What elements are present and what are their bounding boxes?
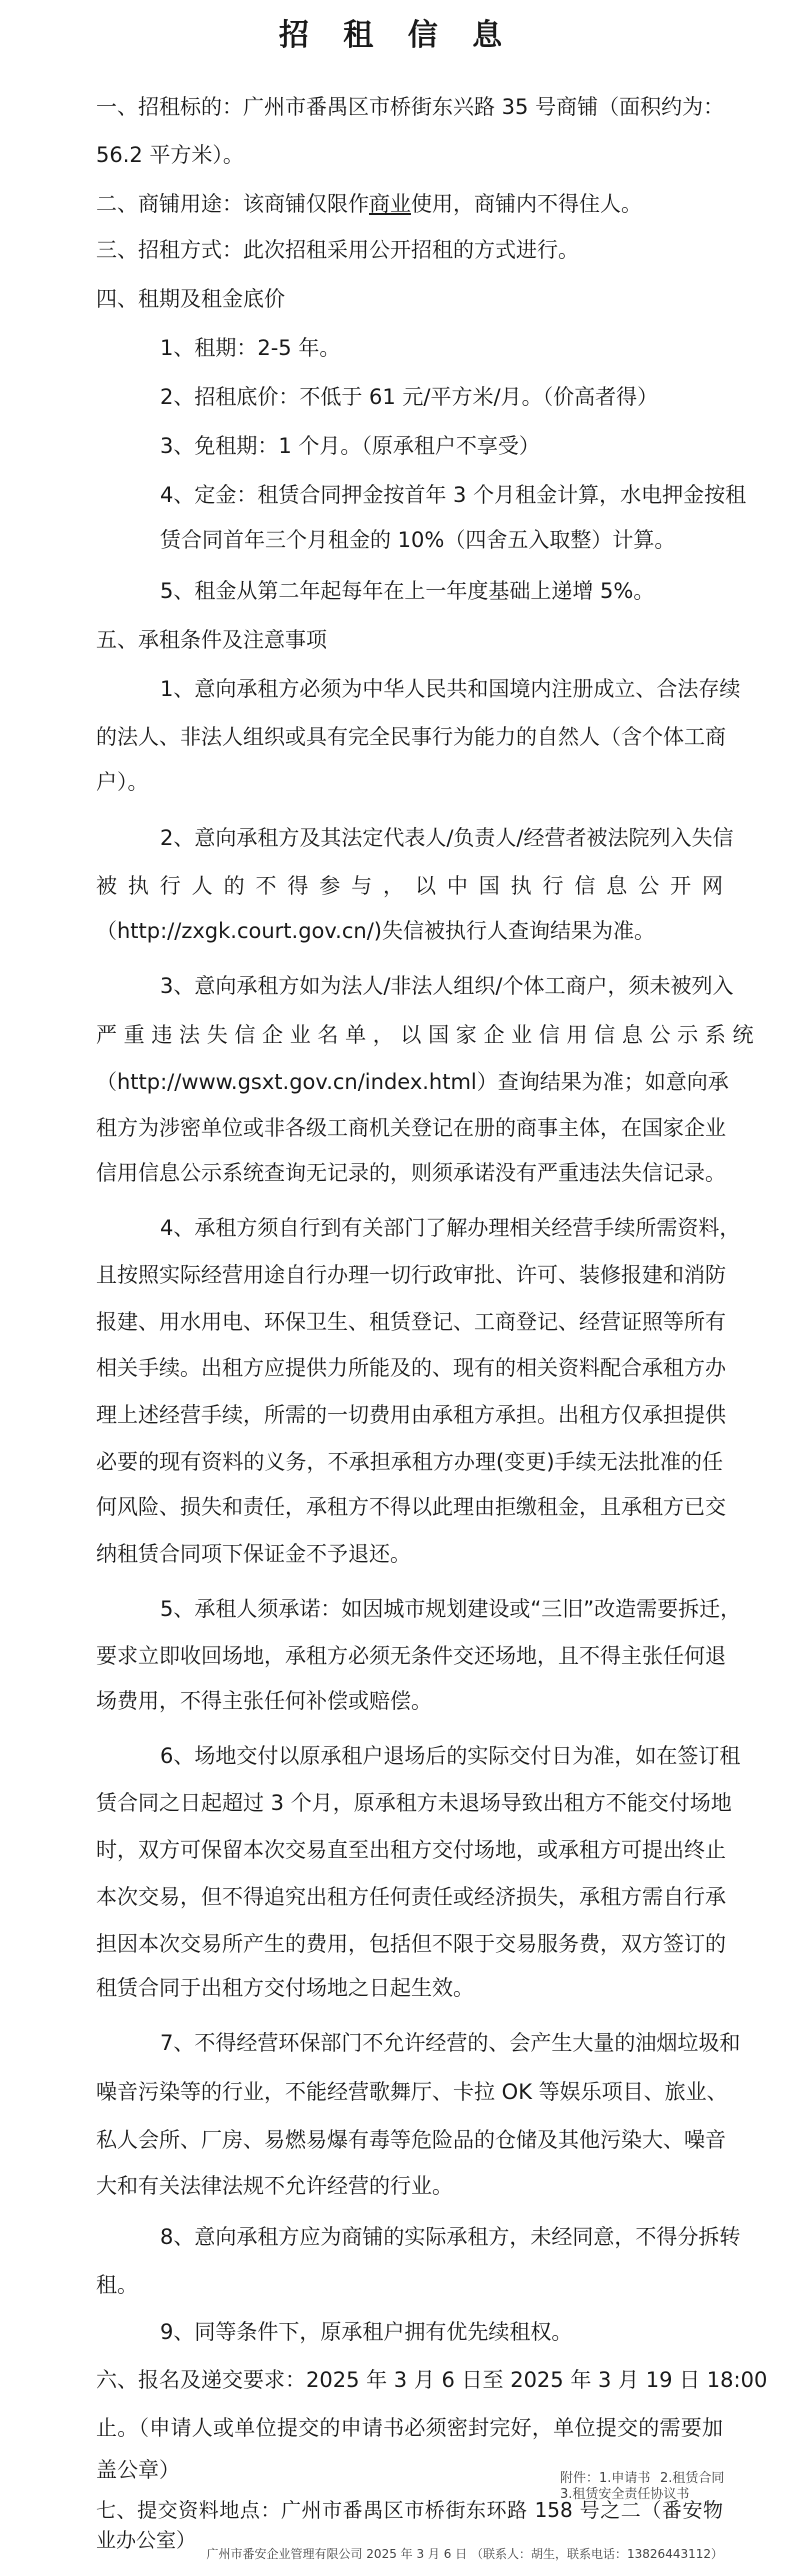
section5-p3-line: 租方为涉密单位或非各级工商机关登记在册的商事主体，在国家企业 [96,1116,726,1140]
section5-p6-line: 本次交易，但不得追究出租方任何责任或经济损失，承租方需自行承 [96,1885,726,1909]
section1-line2: 56.2 平方米）。 [96,143,244,167]
section5-p4-line: 4、承租方须自行到有关部门了解办理相关经营手续所需资料， [160,1216,741,1240]
section5-p2-line: 被 执 行 人 的 不 得 参 与 ， 以 中 国 执 行 信 息 公 开 网 [96,874,723,898]
section4-item5: 5、租金从第二年起每年在上一年度基础上递增 5%。 [160,579,655,603]
section5-p3-line: （http://www.gsxt.gov.cn/index.html）查询结果为准；如意向承 [96,1070,729,1094]
section4-item3: 3、免租期：1 个月。（原承租户不享受） [160,434,540,458]
section2-line [96,194,642,215]
section5-p3-line: 信用信息公示系统查询无记录的，则须承诺没有严重违法失信记录。 [96,1161,726,1185]
section5-p6-line: 6、场地交付以原承租户退场后的实际交付日为准，如在签订租 [160,1744,741,1768]
section5-p3-line: 3、意向承租方如为法人/非法人组织/个体工商户，须未被列入 [160,974,734,998]
section6-line: 盖公章） [96,2458,180,2482]
section5-p5-line: 5、承租人须承诺：如因城市规划建设或“三旧”改造需要拆迁， [160,1597,742,1621]
section5-p4-line: 必要的现有资料的义务，不承担承租方办理(变更)手续无法批准的任 [96,1450,723,1474]
section2-underlined: 商业 [369,192,411,216]
section5-p2-line: （http://zxgk.court.gov.cn/)失信被执行人查询结果为准。 [96,919,655,943]
section5-p1-line: 户）。 [96,770,149,794]
attachments-item2: 2.租赁合同 [660,2471,725,2486]
section7-line: 七、提交资料地点：广州市番禺区市桥街东环路 158 号之二（番安物 [96,2498,723,2522]
section5-p6-line: 租赁合同于出租方交付场地之日起生效。 [96,1976,474,2000]
section5-p4-line: 相关手续。出租方应提供力所能及的、现有的相关资料配合承租方办 [96,1356,726,1380]
section5-p4-line: 纳租赁合同项下保证金不予退还。 [96,1542,411,1566]
section4-item4-line1: 4、定金：租赁合同押金按首年 3 个月租金计算，水电押金按租 [160,483,747,507]
section5-p4-line: 何风险、损失和责任，承租方不得以此理由拒缴租金，且承租方已交 [96,1495,726,1519]
section4-item1: 1、租期：2-5 年。 [160,336,341,360]
section5-heading: 五、承租条件及注意事项 [96,628,327,652]
section3-line: 三、招租方式：此次招租采用公开招租的方式进行。 [96,238,579,262]
section5-p4-line: 报建、用水用电、环保卫生、租赁登记、工商登记、经营证照等所有 [96,1310,726,1334]
section5-p2-line: 2、意向承租方及其法定代表人/负责人/经营者被法院列入失信 [160,826,734,850]
section5-p1-line: 的法人、非法人组织或具有完全民事行为能力的自然人（含个体工商 [96,725,726,749]
section5-p9: 9、同等条件下，原承租户拥有优先续租权。 [160,2320,573,2344]
section5-p8-line: 租。 [96,2273,138,2297]
section5-p4-line: 且按照实际经营用途自行办理一切行政审批、许可、装修报建和消防 [96,1263,726,1287]
attachments-item3: 3.租赁安全责任协议书 [560,2487,690,2502]
section5-p7-line: 7、不得经营环保部门不允许经营的、会产生大量的油烟垃圾和 [160,2031,741,2055]
section5-p7-line: 私人会所、厂房、易燃易爆有毒等危险品的仓储及其他污染大、噪音 [96,2128,726,2152]
signature-block [206,2548,723,2560]
section4-heading: 四、租期及租金底价 [96,287,285,311]
section5-p6-line: 时，双方可保留本次交易直至出租方交付场地，或承租方可提出终止 [96,1838,726,1862]
section6-line: 止。（申请人或单位提交的申请书必须密封完好，单位提交的需要加 [96,2416,723,2440]
signature-company: 广州市番安企业管理有限公司 [206,2547,363,2561]
section6-line: 六、报名及递交要求：2025 年 3 月 6 日至 2025 年 3 月 19 日 18:00 [96,2368,768,2392]
section5-p1-line: 1、意向承租方必须为中华人民共和国境内注册成立、合法存续 [160,677,741,701]
section5-p3-line: 严 重 违 法 失 信 企 业 名 单 ， 以 国 家 企 业 信 用 信 息 公 示 系 统 [96,1023,754,1047]
section5-p4-line: 理上述经营手续，所需的一切费用由承租方承担。出租方仅承担提供 [96,1403,726,1427]
section5-p6-line: 担因本次交易所产生的费用，包括但不限于交易服务费，双方签订的 [96,1932,726,1956]
section5-p7-line: 噪音污染等的行业，不能经营歌舞厅、卡拉 OK 等娱乐项目、旅业、 [96,2080,728,2104]
signature-contact: （联系人：胡生，联系电话：13826443112） [471,2547,723,2561]
section5-p7-line: 大和有关法律法规不允许经营的行业。 [96,2174,453,2198]
section5-p5-line: 场费用，不得主张任何补偿或赔偿。 [96,1689,432,1713]
section5-p8-line: 8、意向承租方应为商铺的实际承租方，未经同意，不得分拆转 [160,2225,741,2249]
section2-prefix: 二、商铺用途：该商铺仅限作 [96,192,369,216]
section1-line1: 一、招租标的：广州市番禺区市桥街东兴路 35 号商铺（面积约为： [96,95,725,119]
attachments-label: 附件：1.申请书 [560,2471,651,2486]
section2-suffix: 使用，商铺内不得住人。 [411,192,642,216]
section4-item2: 2、招租底价：不低于 61 元/平方米/月。（价高者得） [160,385,659,409]
section7-line: 业办公室） [96,2528,196,2552]
signature-date: 2025 年 3 月 6 日 [366,2547,468,2561]
section5-p5-line: 要求立即收回场地，承租方必须无条件交还场地，且不得主张任何退 [96,1644,726,1668]
page-title: 招 租 信 息 [278,18,515,53]
section4-item4-line2: 赁合同首年三个月租金的 10%（四舍五入取整）计算。 [160,528,676,552]
section5-p6-line: 赁合同之日起超过 3 个月，原承租方未退场导致出租方不能交付场地 [96,1791,732,1815]
